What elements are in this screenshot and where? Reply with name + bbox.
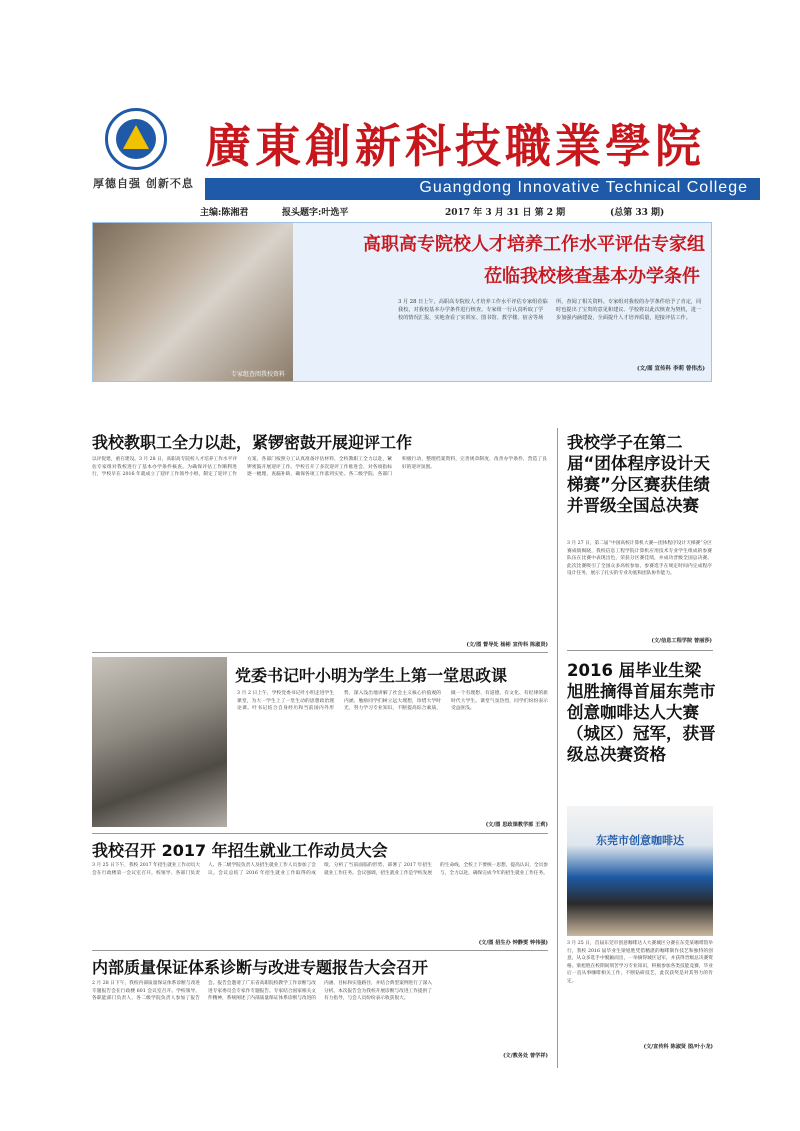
- issue-editor: 主编:陈湘君: [200, 208, 249, 218]
- college-emblem-icon: [105, 108, 167, 170]
- issue-total: (总第 33 期): [610, 208, 665, 218]
- article-byline: (文/教务处 曾学祥): [503, 1053, 548, 1059]
- side-story-title: 我校学子在第二届“团体程序设计天梯赛”分区赛获佳绩并晋级全国总决赛: [567, 433, 710, 515]
- issue-calligraphy: 报头题字:叶选平: [282, 208, 349, 218]
- side-story-byline: (文/宣传科 陈淑贤 图/叶小龙): [643, 1044, 713, 1050]
- issue-date: 2017 年 3 月 31 日 第 2 期: [445, 208, 566, 218]
- article-title: 我校教职工全力以赴，紧锣密鼓开展迎评工作: [92, 433, 413, 452]
- lead-story-photo-caption: 专家组查阅我校资料: [230, 371, 285, 378]
- side-story-body: 3 月 25 日，首届东莞市创意咖啡达人大赛城区分赛在东莞某咖啡馆举行，我校 2016 届毕业生梁旭胜凭借精湛的咖啡制作技艺和独特的创意，从众多选手中脱颖而出，一举摘得城区冠军，并获得晋级总决赛资格。梁旭胜在校期间刻苦学习专业知识，积极参加各类技能竞赛，毕业后一直从事咖啡相关工作，不断钻研技艺，此次获奖是对其努力的肯定。: [567, 941, 713, 984]
- lead-story-byline: (文/图 宣传科 李莉 曾伟杰): [637, 366, 705, 372]
- lead-story-title-line2: 莅临我校核查基本办学条件: [484, 266, 700, 287]
- lead-story-photo: [93, 223, 293, 381]
- newspaper-title-english: Guangdong Innovative Technical College: [205, 178, 760, 200]
- article-body: 3 月 25 日下午，我校 2017 年招生就业工作动员大会在行政楼第一会议室召开。校领导、各部门负责人、各二级学院负责人及招生就业工作人员参加了会议。会议总结了 2016 年招生就业工作取得的成绩，分析了当前面临的形势，部署了 2017 年招生就业工作任务。会议强调，招生就业工作是学校发展的生命线，全校上下要统一思想，提高认识，全员参与，全力以赴，确保完成今年的招生就业工作任务。: [92, 863, 548, 876]
- side-story-byline: (文/信息工程学院 曾丽莎): [651, 638, 712, 644]
- article-byline: (文/图 思政课教学部 王莉): [485, 822, 548, 828]
- article-divider: [92, 950, 548, 951]
- article-title: 内部质量保证体系诊断与改进专题报告大会召开: [92, 958, 429, 977]
- side-story-title: 2016 届毕业生梁旭胜摘得首届东莞市创意咖啡达人大赛（城区）冠军，获晋级总决赛资格: [567, 661, 716, 764]
- side-story-divider: [567, 650, 713, 651]
- article-divider: [92, 833, 548, 834]
- article-body: 3 月 2 日上午，学校党委书记叶小明走进学生课堂，为大一学生上了一堂生动的思想政治理论课。叶书记结合自身经历和当前国内外形势，深入浅出地讲解了社会主义核心价值观的内涵，勉励同学们树立远大理想，珍惜大学时光，努力学习专业知识，不断提高综合素质，做一个有理想、有道德、有文化、有纪律的新时代大学生。课堂气氛热烈，同学们纷纷表示受益匪浅。: [237, 691, 548, 712]
- column-divider: [557, 428, 558, 1068]
- side-story-body: 3 月 27 日，第二届“中国高校计算机大赛—团体程序设计天梯赛”分区赛成绩揭晓，我校信息工程学院计算机应用技术专业学生组成的参赛队伍在比赛中表现出色，荣获分区赛佳绩，并成功晋级全国总决赛。此次比赛吸引了全国众多高校参加，参赛选手在规定时间内完成程序设计任务，展示了扎实的专业功底和团队协作能力。: [567, 541, 712, 577]
- article-title: 我校召开 2017 年招生就业工作动员大会: [92, 841, 388, 860]
- article-body: 2 月 28 日下午，我校内部质量保证体系诊断与改进专题报告会在行政楼 601 会议室召开。学校领导、各职能部门负责人、各二级学院负责人参加了报告会。报告会邀请了广东省高职院校教学工作诊断与改进专家委员会专家作专题报告。专家结合国家相关文件精神，系统阐述了内部质量保证体系诊断与改进的内涵、目标和实施路径，并结合典型案例进行了深入分析。本次报告会为我校开展诊断与改进工作提供了有力指导，与会人员纷纷表示收获很大。: [92, 981, 432, 1002]
- newspaper-title: 廣東創新科技職業學院: [205, 119, 705, 173]
- lead-story-title-line1: 高职高专院校人才培养工作水平评估专家组: [363, 234, 705, 255]
- party-secretary-photo: [92, 657, 227, 827]
- photo-backdrop-sign: 东莞市创意咖啡达: [596, 834, 684, 847]
- article-divider: [92, 652, 548, 653]
- college-motto: 厚德自强 创新不息: [93, 177, 194, 190]
- coffee-champion-photo: [567, 806, 713, 936]
- article-title: 党委书记叶小明为学生上第一堂思政课: [235, 666, 508, 685]
- article-byline: (文/图 督导处 杨彬 宣传科 陈淑贤): [466, 642, 548, 648]
- article-body: 以评促建，重在建设。3 月 28 日，高职高专院校人才培养工作水平评估专家组对我校进行了基本办学条件核查。为确保评估工作顺利进行，学校早在 2016 年就成立了迎评工作领导小组，制定了迎评工作方案，各部门按照分工认真准备评估材料，全校教职工全力以赴，紧锣密鼓开展迎评工作。学校召开了多次迎评工作推进会，对各项指标逐一梳理，查漏补缺，确保各项工作落到实处。各二级学院、各部门积极行动，整理档案资料，完善规章制度，改善办学条件，营造了良好的迎评氛围。: [92, 457, 547, 478]
- article-byline: (文/图 招生办 钟静雯 钟伟强): [478, 940, 548, 946]
- lead-story-body: 3 月 28 日上午，高职高专院校人才培养工作水平评估专家组莅临我校，对我校基本办学条件进行核查。专家组一行认真听取了学校的情况汇报，实地查看了实训室、图书馆、教学楼、宿舍等场所，查阅了相关资料。专家组对我校的办学条件给予了肯定，同时也提出了宝贵的意见和建议。学校将以此次核查为契机，进一步加强内涵建设，全面提升人才培养质量，迎接评估工作。: [398, 299, 702, 321]
- emblem-triangle: [123, 125, 149, 149]
